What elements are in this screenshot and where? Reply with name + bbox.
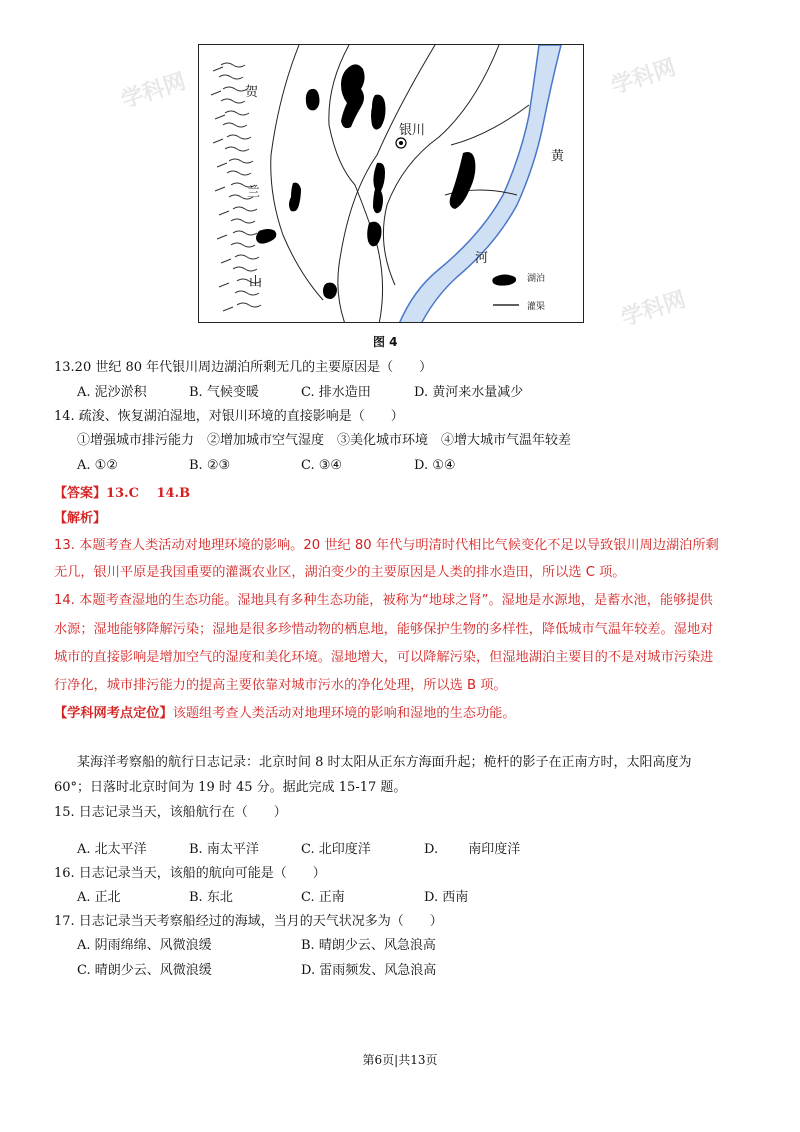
q16-option-a: A. 正北 [77, 890, 121, 905]
q17-option-c: C. 晴朗少云、风微浪缓 [77, 963, 212, 978]
legend-symbols [492, 275, 519, 306]
label-huang: 黄 [551, 149, 565, 164]
kaodian-text: 该题组考查人类活动对地理环境的影响和湿地的生态功能。 [172, 706, 516, 721]
passage-line-2: 60°；日落时北京时间为 19 时 45 分。据此完成 15-17 题。 [54, 780, 407, 795]
q16-option-c: C. 正南 [301, 890, 345, 905]
q17-option-b: B. 晴朗少云、风急浪高 [301, 938, 436, 953]
q15-option-c: C. 北印度洋 [301, 842, 371, 857]
q14-option-a: A. ①② [77, 458, 118, 473]
watermark: 学科网 [118, 69, 189, 114]
q13-option-d: D. 黄河来水量减少 [414, 385, 524, 400]
q14-option-d: D. ①④ [414, 458, 456, 473]
question-15-stem: 15. 日志记录当天，该船航行在（ ） [54, 805, 287, 820]
watermark: 学科网 [608, 55, 679, 100]
page-footer: 第6页|共13页 [362, 1053, 438, 1067]
label-lan: 兰 [247, 185, 261, 200]
answer-label: 【答案】 [54, 486, 107, 501]
q15-option-a: A. 北太平洋 [77, 842, 147, 857]
analysis-line: 行净化，城市排污能力的提高主要依靠对城市污水的净化处理，所以选 B 项。 [54, 678, 507, 693]
label-yinchuan: 银川 [399, 123, 426, 138]
q17-option-a: A. 阴雨绵绵、风微浪缓 [77, 938, 212, 953]
q15-option-d: D. 南印度洋 [424, 842, 521, 857]
analysis-line: 无几，银川平原是我国重要的灌溉农业区，湖泊变少的主要原因是人类的排水造田，所以选 C 项。 [54, 565, 626, 580]
q16-option-d: D. 西南 [424, 890, 469, 905]
q17-option-d: D. 雷雨频发、风急浪高 [301, 963, 437, 978]
q15-option-b: B. 南太平洋 [189, 842, 259, 857]
question-14-stem: 14. 疏浚、恢复湖泊湿地，对银川环境的直接影响是（ ） [54, 409, 404, 424]
q16-option-b: B. 东北 [189, 890, 233, 905]
analysis-line: 13. 本题考查人类活动对地理环境的影响。20 世纪 80 年代与明清时代相比气候变化不足以导致银川周边湖泊所剩 [54, 538, 719, 553]
watermark: 学科网 [618, 287, 689, 332]
question-17-stem: 17. 日志记录当天考察船经过的海域，当月的天气状况多为（ ） [54, 914, 443, 929]
kaodian-line [54, 705, 516, 723]
label-river: 河 [475, 251, 489, 266]
question-14-items: ①增强城市排污能力 ②增加城市空气湿度 ③美化城市环境 ④增大城市气温年较差 [77, 433, 572, 448]
q14-option-c: C. ③④ [301, 458, 343, 473]
analysis-line: 城市的直接影响是增加空气的湿度和美化环境。湿地增大，可以降解污染，但湿地湖泊主要目的不是对城市污染进 [54, 650, 714, 665]
label-he: 贺 [245, 85, 259, 100]
canals [271, 45, 529, 323]
kaodian-label: 【学科网考点定位】 [54, 706, 173, 721]
analysis-label: 【解析】 [54, 511, 107, 526]
map-figure [198, 44, 584, 323]
yinchuan-marker [396, 138, 406, 148]
legend-lake-label: 湖泊 [527, 274, 546, 284]
question-16-stem: 16. 日志记录当天，该船的航向可能是（ ） [54, 866, 326, 881]
answer-line [54, 485, 190, 503]
answer-text: 13.C 14.B [106, 486, 191, 501]
question-13-stem: 13.20 世纪 80 年代银川周边湖泊所剩无几的主要原因是（ ） [54, 360, 433, 375]
passage-line-1: 某海洋考察船的航行日志记录：北京时间 8 时太阳从正东方海面升起；桅杆的影子在正南方时，太阳高度为 [77, 755, 692, 770]
q14-option-b: B. ②③ [189, 458, 231, 473]
q13-option-a: A. 泥沙淤积 [77, 385, 147, 400]
legend-canal-label: 灌渠 [527, 302, 546, 312]
figure-caption: 图 4 [373, 335, 398, 349]
label-shan: 山 [249, 275, 263, 290]
analysis-line: 14. 本题考查湿地的生态功能。湿地具有多种生态功能，被称为“地球之肾”。湿地是水源地，是蓄水池，能够提供 [54, 593, 713, 608]
q13-option-c: C. 排水造田 [301, 385, 371, 400]
q13-option-b: B. 气候变暖 [189, 385, 259, 400]
lakes [256, 64, 475, 299]
analysis-line: 水源；湿地能够降解污染；湿地是很多珍惜动物的栖息地，能够保护生物的多样性，降低城市气温年较差。湿地对 [54, 622, 714, 637]
